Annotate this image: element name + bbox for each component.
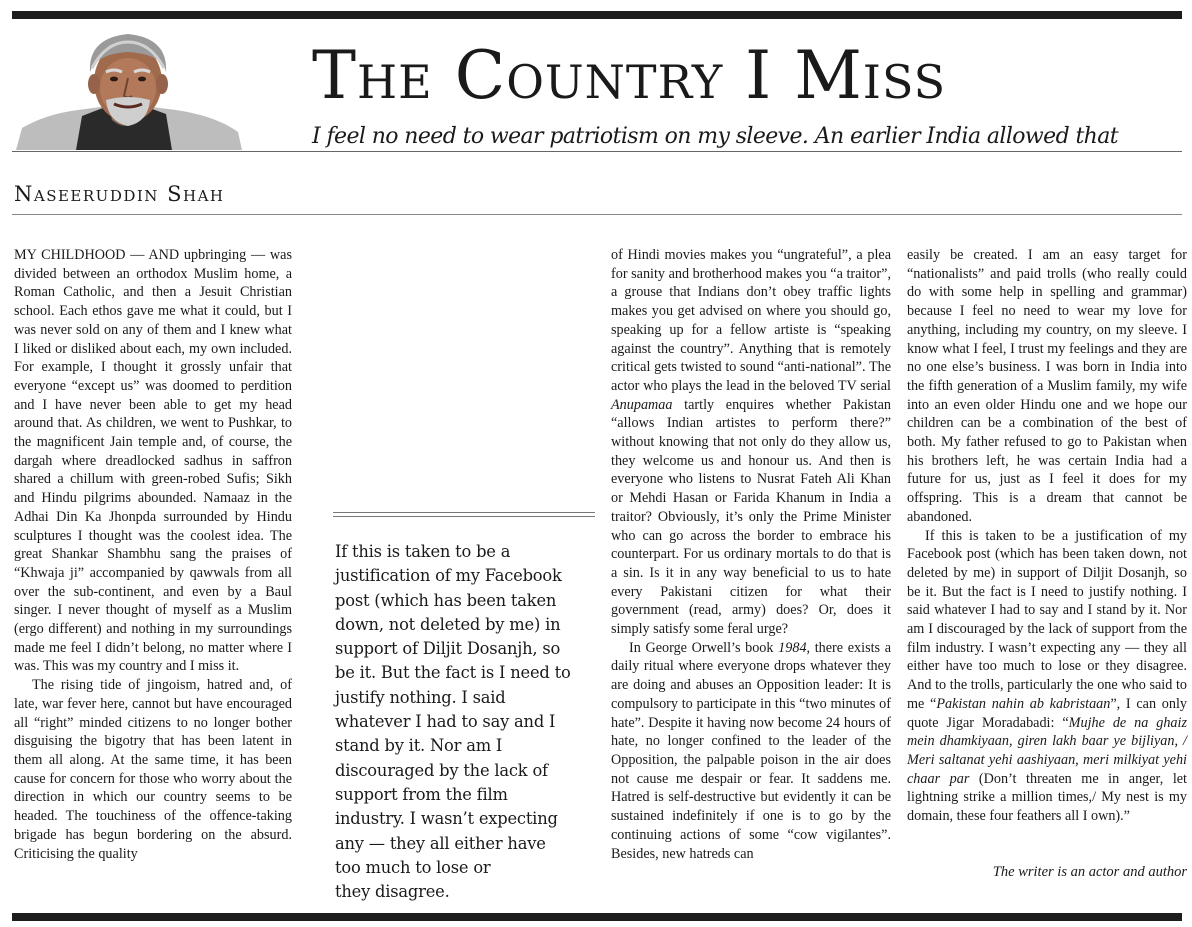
paragraph: [611, 246, 891, 639]
article-column-4: [907, 246, 1187, 826]
text-run: If this is taken to be a justification of my Facebook post (which has been taken down, not deleted by me) in support of Diljit Dosanjh, so be it. But the fact is I need to justify nothing. I said whatever I had to say and I stand by it. Nor am I discouraged by the lack of support from the film industry. I wasn’t expecting any — they all either have too much to lose or they disagree. And to the trolls, particularly the one who said to me “: [907, 527, 1187, 712]
pullquote-line: support of Diljit Dosanjh, so: [335, 639, 561, 659]
pullquote-line: be it. But the fact is I need to: [335, 663, 571, 683]
pullquote-rule: [333, 512, 595, 517]
text-run: ”, I can only quote Jigar Moradabadi: “: [907, 695, 1187, 731]
text-run: tartly enquires whether Pakistan “allows Indian artistes to perform there?” without knowing that not only do they allow us, they welcome us and honour us. And then is everyone who listens to Nusrat Fateh Ali Khan or Mehdi Hasan or Farida Khanum in India a traitor? Obviously, it’s only the Prime Minister who can go across the border to embrace his counterpart. For us ordinary mortals to do that is a sin. Is it in any way beneficial to us to hate every Pakistani citizen for what their government (read, army) does? Or, does it simply satisfy some feral urge?: [611, 396, 891, 638]
byline: Naseeruddin Shah: [14, 182, 225, 206]
pullquote-line: discouraged by the lack of: [335, 760, 548, 780]
pullquote-line: stand by it. Nor am I: [335, 736, 503, 756]
paragraph: MY CHILDHOOD — AND upbringing — was divided between an orthodox Muslim home, a Roman Catholic, and then a Jesuit Christian school. Each ethos gave me what it could, but I was never sold on any of them and I knew what I liked or disliked about each, my own included. For example, I thought it grossly unfair that everyone “except us” was doomed to perdition and I have never been able to get my head around that. As children, we went to Pushkar, to the magnificent Jain temple and, of course, the dargah where dreadlocked sadhus in saffron shared a chillum with green-robed Sufis; Sikh and Hindu pilgrims abounded. Namaaz in the Adhai Din Ka Jhonpda surrounded by Hindu sculptures I thought was the coolest idea. The great Shankar Shambhu sang the praises of “Khwaja ji” accompanied by qawwals from all over the sub-continent, and even by a Baul singer. I never thought of myself as a Muslim (ergo different) and nothing in my surroundings made me feel I didn’t belong, no matter where I was. This was my country and I miss it.: [14, 247, 292, 675]
text-run: , there exists a daily ritual where everyone drops whatever they are doing and abuses an Opposition leader: It is compulsory to participate in this “two minutes of hate”. Despite it having now become 24 hours of hate, no longer confined to the leader of the Opposition, the palpable poison in the air does not cause me despair or fear. It saddens me. Hatred is self-destructive but evidently it can be sustained indefinitely if one is to go by the continuing actions of some “cow vigilantes”. Besides, new hatreds can: [611, 639, 891, 862]
pullquote-line: justify nothing. I said: [335, 687, 506, 707]
paragraph: The rising tide of jingoism, hatred and, of late, war fever here, cannot but have encouraged all “right” minded citizens to no longer bother disguising the bigotry that has been latent in them all along. At the same time, it has been cause for concern for those who worry about the direction in which our country seems to be headed. The touchiness of the offence-taking brigade has begun bordering on the absurd. Criticising the quality: [14, 677, 292, 862]
author-credit: The writer is an actor and author: [992, 864, 1187, 880]
pullquote-line: they disagree.: [335, 882, 450, 902]
author-portrait-illustration: [16, 28, 242, 150]
italic-quote: Pakistan nahin ab kabristaan: [936, 695, 1111, 712]
pullquote-line: any — they all either have: [335, 833, 546, 853]
bottom-rule: [12, 913, 1182, 921]
pullquote-line: industry. I wasn’t expecting: [335, 809, 558, 829]
italic-title: 1984: [778, 639, 807, 656]
text-run: In George Orwell’s book: [629, 639, 774, 656]
top-rule: [12, 11, 1182, 19]
paragraph: [907, 527, 1187, 826]
text-run: of Hindi movies makes you “ungrateful”, a plea for sanity and brotherhood makes you “a traitor”, a grouse that Indians don’t obey traffic lights makes you get advised on where you should go, speaking up for a fellow artiste is “speaking against the country”. Anything that is remotely critical gets twisted to sound “anti-national”. The actor who plays the lead in the beloved TV serial: [611, 247, 891, 394]
header-divider: [12, 151, 1182, 152]
paragraph: easily be created. I am an easy target for “nationalists” and paid trolls (who really could do with some help in spelling and grammar) because I feel no need to wear my love for anything, including my country, on my sleeve. I know what I feel, I trust my feelings and they are no one else’s business. I was born in India into the fifth generation of a Muslim family, my wife into an even older Hindu one and we hope our children can be a combination of the best of both. My father refused to go to Pakistan when his brothers left, he was certain India had a future for us, just as I feel it does for my offspring. This is a dream that cannot be abandoned.: [907, 247, 1187, 525]
italic-title: Anupamaa: [611, 396, 673, 413]
standfirst: I feel no need to wear patriotism on my sleeve. An earlier India allowed that: [312, 124, 1119, 149]
byline-divider: [12, 214, 1182, 215]
article-column-1: [14, 246, 292, 863]
pullquote-line: too much to lose or: [335, 857, 491, 877]
headline: The Country I Miss: [312, 37, 947, 114]
text-run: (Don’t threaten me in anger, let lightning strike a million times,/ My nest is my domain, these four feathers all I own).”: [907, 770, 1187, 825]
paragraph: [611, 639, 891, 863]
pullquote-line: whatever I had to say and I: [335, 712, 556, 732]
pullquote-line: down, not deleted by me) in: [335, 614, 561, 634]
pullquote-line: post (which has been taken: [335, 590, 557, 610]
pullquote-line: justification of my Facebook: [335, 566, 562, 586]
article-column-3: [611, 246, 891, 863]
italic-quote: Mujhe de na ghaiz mein dhamkiyaan, giren lakh baar ye bijliyan, / Meri saltanat yehi aashiyaan, meri milkiyat yehi chaar par: [907, 714, 1187, 787]
pullquote-line: support from the film: [335, 784, 508, 804]
pullquote-line: If this is taken to be a: [335, 542, 511, 561]
pullquote: [335, 540, 597, 904]
